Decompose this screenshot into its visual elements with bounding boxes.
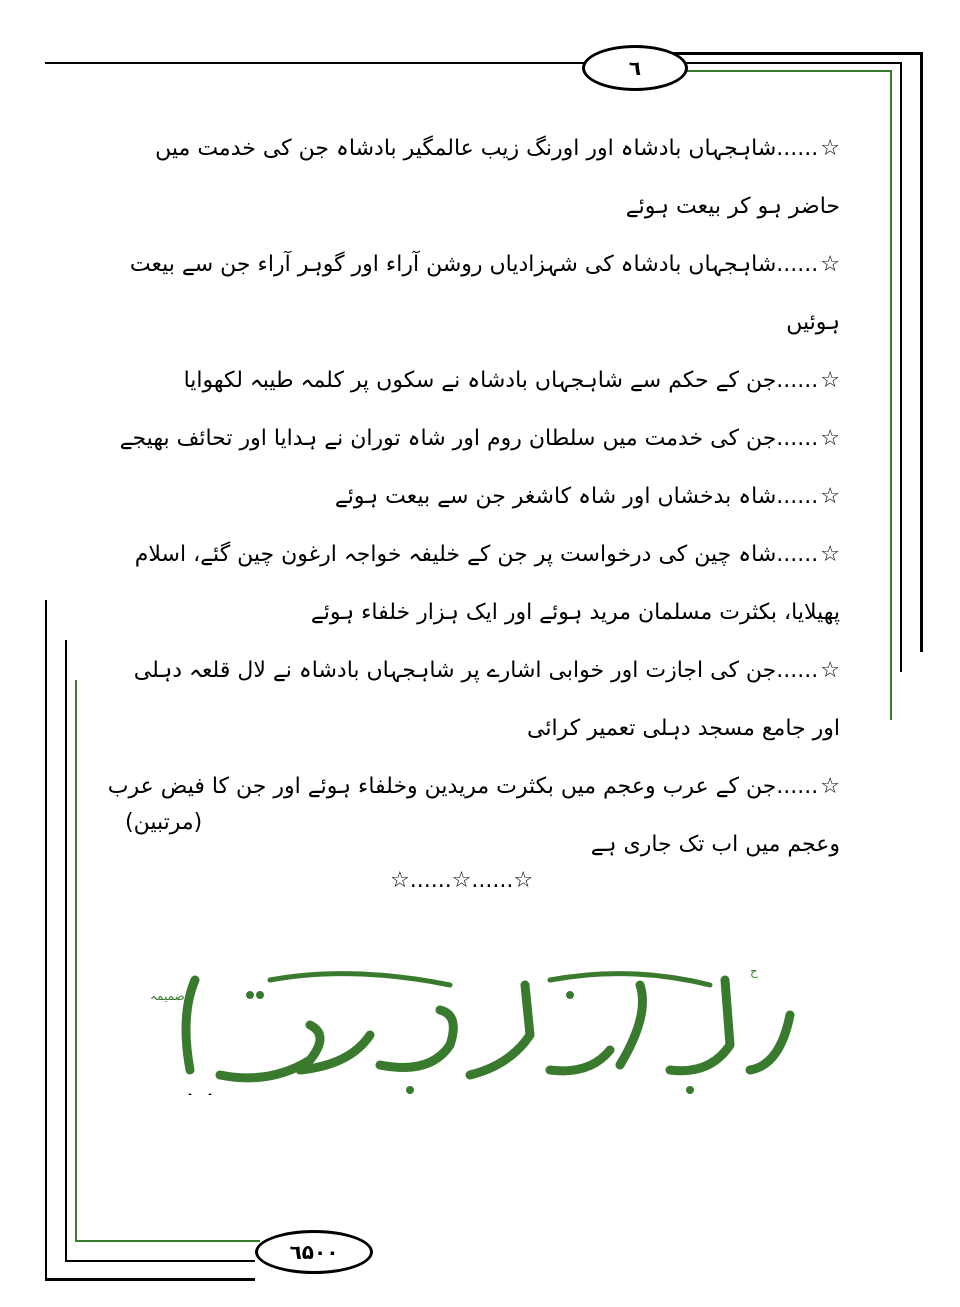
- list-item: ☆......شاہجہاں بادشاہ کی شہزادیاں روشن آراء اور گوہر آراء جن سے بیعت ہوئیں: [129, 252, 840, 335]
- frame-right-line-1: [920, 52, 923, 652]
- list-item-text: جن کے عرب وعجم میں بکثرت مریدین وخلفاء ہوئے اور جن کا فیض عرب وعجم میں اب تک جاری ہے: [107, 774, 840, 857]
- list-item-text: جن کی اجازت اور خوابی اشارے پر شاہجہاں بادشاہ نے لال قلعہ دہلی اور جامع مسجد دہلی تعمیر کرائی: [133, 658, 840, 741]
- calligraphy-side-note: ضمیمہ: [150, 989, 185, 1003]
- star-icon: ☆: [820, 484, 840, 509]
- frame-left-line-2: [65, 640, 67, 1260]
- star-icon: ☆: [820, 252, 840, 277]
- frame-top-left-1: [45, 62, 585, 64]
- list-item: ☆......جن کے حکم سے شاہجہاں بادشاہ نے سکوں پر کلمہ طیبہ لکھوایا: [183, 368, 840, 393]
- frame-bottom-line-3: [75, 1240, 260, 1242]
- achievements-list: [100, 120, 840, 874]
- footer-count-badge: [255, 1230, 373, 1274]
- list-item-text: شاہجہاں بادشاہ اور اورنگ زیب عالمگیر بادشاہ جن کی خدمت میں حاضر ہو کر بیعت ہوئے: [155, 136, 840, 219]
- page-number-badge: [582, 45, 688, 91]
- frame-left-line-3: [75, 680, 77, 1240]
- list-item-text: جن کے حکم سے شاہجہاں بادشاہ نے سکوں پر کلمہ طیبہ لکھوایا: [183, 368, 777, 393]
- star-icon: ☆: [820, 774, 840, 799]
- footer-count: ٦۵٠٠: [289, 1240, 339, 1264]
- frame-left-line-1: [45, 600, 47, 1280]
- svg-text:ح: ح: [750, 964, 758, 978]
- list-item-text: شاہجہاں بادشاہ کی شہزادیاں روشن آراء اور گوہر آراء جن سے بیعت ہوئیں: [129, 252, 840, 335]
- separator-stars: ☆......☆......☆: [390, 868, 534, 893]
- frame-top-line-3: [660, 70, 890, 72]
- list-item: ☆......جن کے عرب وعجم میں بکثرت مریدین وخلفاء ہوئے اور جن کا فیض عرب وعجم میں اب تک جاری ہے: [107, 774, 840, 857]
- list-item-text: شاہ بدخشاں اور شاہ کاشغر جن سے بیعت ہوئے: [334, 484, 777, 509]
- frame-right-line-2: [900, 62, 902, 672]
- page-number: ٦: [628, 56, 642, 80]
- frame-top-line-1: [660, 52, 922, 55]
- author-credit: (مرتبین): [125, 810, 203, 835]
- star-icon: ☆: [820, 368, 840, 393]
- frame-top-line-2: [660, 62, 902, 64]
- star-icon: ☆: [820, 426, 840, 451]
- list-item: ☆......شاہ چین کی درخواست پر جن کے خلیفہ خواجہ ارغون چین گئے، اسلام پھیلایا، بکثرت مسلمان مرید ہوئے اور ایک ہزار خلفاء ہوئے: [134, 542, 840, 625]
- list-item-text: شاہ چین کی درخواست پر جن کے خلیفہ خواجہ ارغون چین گئے، اسلام پھیلایا، بکثرت مسلمان مرید ہوئے اور ایک ہزار خلفاء ہوئے: [134, 542, 840, 625]
- list-item: ☆......شاہ بدخشاں اور شاہ کاشغر جن سے بیعت ہوئے: [334, 484, 840, 509]
- frame-bottom-line-1: [45, 1278, 255, 1281]
- frame-bottom-line-2: [65, 1260, 255, 1262]
- list-item: ☆......شاہجہاں بادشاہ اور اورنگ زیب عالمگیر بادشاہ جن کی خدمت میں حاضر ہو کر بیعت ہوئے: [155, 136, 840, 219]
- list-item-text: جن کی خدمت میں سلطان روم اور شاہ توران نے ہدایا اور تحائف بھیجے: [119, 426, 777, 451]
- star-icon: ☆: [820, 136, 840, 161]
- calligraphy-logo: [150, 955, 830, 1095]
- star-icon: ☆: [820, 658, 840, 683]
- list-item: ☆......جن کی خدمت میں سلطان روم اور شاہ توران نے ہدایا اور تحائف بھیجے: [119, 426, 840, 451]
- star-icon: ☆: [820, 542, 840, 567]
- frame-right-line-3: [890, 70, 892, 720]
- list-item: ☆......جن کی اجازت اور خوابی اشارے پر شاہجہاں بادشاہ نے لال قلعہ دہلی اور جامع مسجد دہلی تعمیر کرائی: [133, 658, 840, 741]
